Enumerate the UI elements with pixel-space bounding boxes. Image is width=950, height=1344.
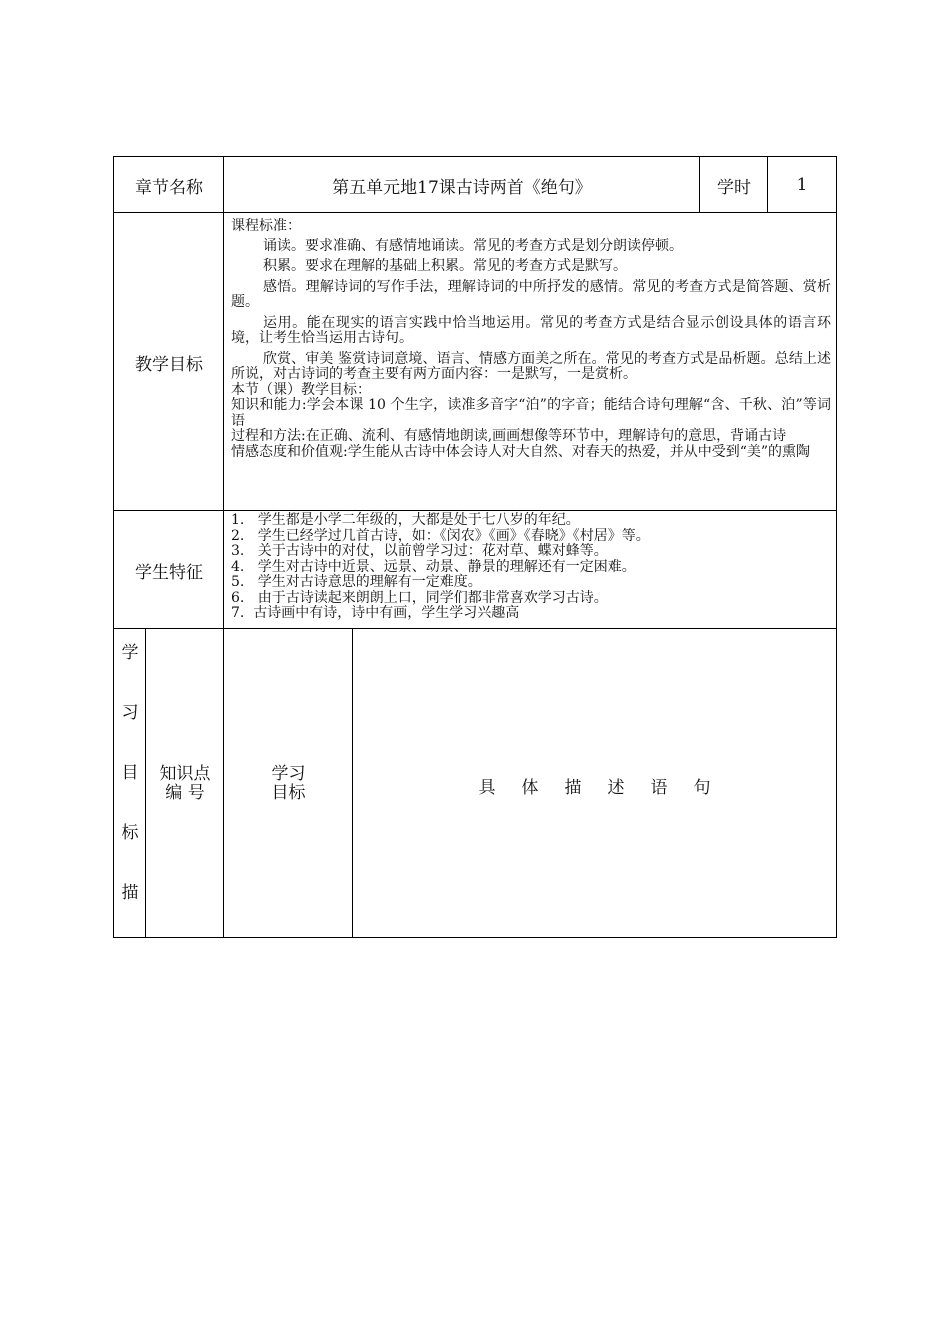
student-feature-item: 6. 由于古诗读起来朗朗上口，同学们都非常喜欢学习古诗。 [231, 589, 608, 606]
student-feature-item: 1. 学生都是小学二年级的，大都是处于七八岁的年纪。 [231, 512, 580, 528]
side-char: 目 [121, 763, 139, 783]
column-divider [352, 628, 353, 937]
knowledge-point-number-label [146, 765, 224, 803]
column-divider [767, 157, 768, 213]
side-char: 标 [121, 823, 139, 843]
student-feature-item: 7. 古诗画中有诗，诗中有画，学生学习兴趣高 [231, 605, 520, 621]
learning-goal-label [224, 765, 353, 803]
goal-knowledge-ability: 知识和能力:学会本课 10 个生字，读准多音字“泊”的字音；能结合诗句理解“含、千秋、泊”等词语 [231, 397, 831, 429]
goal-appreciation: 欣赏、审美 鉴赏诗词意境、语言、情感方面美之所在。常见的考查方式是品析题。总结上述所说，对古诗词的考查主要有两方面内容：一是默写，一是赏析。 [231, 350, 831, 382]
learning-objective-side-label [114, 635, 146, 935]
side-char: 描 [121, 883, 139, 903]
specific-description-text: 具体描述语句 [478, 777, 737, 798]
column-divider [223, 628, 224, 937]
goal-accumulation: 积累。要求在理解的基础上积累。常见的考查方式是默写。 [263, 258, 627, 274]
student-feature-item: 5. 学生对古诗意思的理解有一定难度。 [231, 574, 482, 590]
chapter-name-value: 第五单元地17课古诗两首《绝句》 [332, 177, 592, 198]
goal-comprehension: 感悟。理解诗词的写作手法，理解诗词的中所抒发的感情。常见的考查方式是简答题、赏析题。 [231, 278, 831, 310]
chapter-name-label: 章节名称 [135, 177, 203, 198]
hours-label: 学时 [717, 177, 751, 198]
knowledge-point-label-line2: 编 号 [165, 783, 205, 803]
hours-value: 1 [796, 175, 808, 195]
goal-recitation: 诵读。要求准确、有感情地诵读。常见的考查方式是划分朗读停顿。 [263, 237, 683, 254]
teaching-goals-label: 教学目标 [135, 354, 203, 375]
student-feature-item: 3. 关于古诗中的对仗，以前曾学习过：花对草、蝶对蜂等。 [231, 543, 608, 559]
column-divider [699, 157, 700, 213]
student-features-list [231, 513, 831, 628]
lesson-plan-table [113, 156, 837, 938]
side-char: 习 [121, 703, 139, 723]
learning-goal-label-line1: 学习 [271, 764, 306, 784]
curriculum-standard-heading: 课程标准： [231, 218, 301, 234]
column-divider [145, 628, 146, 937]
goal-attitude-values: 情感态度和价值观:学生能从古诗中体会诗人对大自然、对春天的热爱，并从中受到“美”的熏陶 [231, 443, 811, 460]
student-feature-item: 4. 学生对古诗中近景、远景、动景、静景的理解还有一定困难。 [231, 558, 636, 575]
goal-application: 运用。能在现实的语言实践中恰当地运用。常见的考查方式是结合显示创设具体的语言环境，让考生恰当运用古诗句。 [231, 314, 831, 346]
specific-description-label [353, 767, 836, 803]
lesson-goals-heading: 本节（课）教学目标： [231, 381, 371, 398]
goal-process-method: 过程和方法:在正确、流利、有感情地朗读,画画想像等环节中，理解诗句的意思，背诵古诗 [231, 428, 787, 444]
student-feature-item: 2. 学生已经学过几首古诗，如：《闵农》《画》《春晓》《村居》等。 [231, 527, 650, 544]
learning-goal-label-line2: 目标 [271, 783, 306, 803]
side-char: 学 [121, 643, 139, 663]
student-features-label: 学生特征 [135, 562, 203, 583]
teaching-goals-content [231, 219, 831, 509]
knowledge-point-label-line1: 知识点 [159, 764, 211, 784]
column-divider [223, 157, 224, 628]
